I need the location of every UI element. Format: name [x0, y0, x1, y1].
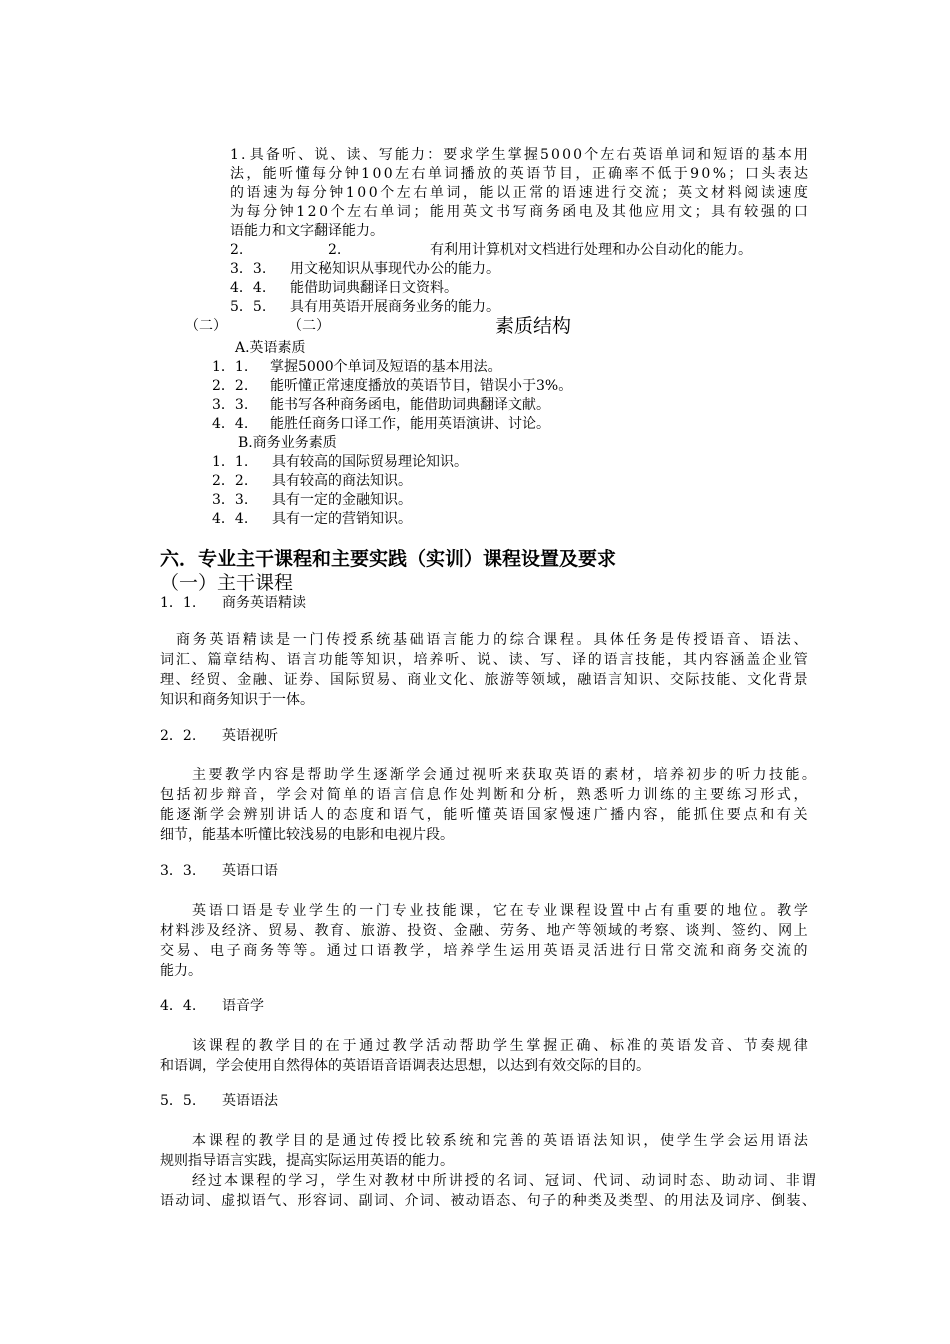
quality-group-b-item-4-number: 4．4. — [212, 511, 249, 527]
course-3-paragraph-line-3: 交 易 、 电 子 商 务 等 等 。 通 过 口 语 教 学 ， 培 养 学 生 运 用 英 语 灵 活 进 行 日 常 交 流 和 商 务 交 流 的 — [160, 943, 808, 959]
course-4-name: 语音学 — [222, 998, 264, 1014]
quality-group-b-item-2-number: 2．2. — [212, 473, 249, 489]
ability-item-3-number: 3．3. — [230, 261, 267, 277]
course-4-paragraph-line-2: 和语调，学会使用自然得体的英语语音语调表达思想，以达到有效交际的目的。 — [160, 1058, 650, 1074]
course-5-paragraph-line-1: 本 课 程 的 教 学 目 的 是 通 过 传 授 比 较 系 统 和 完 善 的 英 语 语 法 知 识 ， 使 学 生 学 会 运 用 语 法 — [192, 1133, 808, 1149]
course-2-paragraph-line-4: 细节，能基本听懂比较浅易的电影和电视片段。 — [160, 827, 454, 843]
quality-group-a-item-4-text: 能胜任商务口译工作，能用英语演讲、讨论。 — [270, 416, 550, 432]
quality-group-b-item-1-text: 具有较高的国际贸易理论知识。 — [272, 454, 468, 470]
quality-group-b-label: B.商务业务素质 — [238, 435, 337, 451]
quality-group-b-item-4-text: 具有一定的营销知识。 — [272, 511, 412, 527]
ability-item-5-number: 5．5. — [230, 299, 267, 315]
course-1-number: 1．1. — [160, 595, 197, 611]
quality-group-a-item-1-text: 掌握5000个单词及短语的基本用法。 — [270, 359, 502, 375]
ability-item-1-line-5: 语能力和文字翻译能力。 — [230, 223, 384, 239]
course-3-paragraph-line-4: 能力。 — [160, 963, 202, 979]
course-1-paragraph-line-1: 商 务 英 语 精 读 是 一 门 传 授 系 统 基 础 语 言 能 力 的 综 合 课 程 。 具 体 任 务 是 传 授 语 音 、 语 法 、 — [176, 632, 808, 648]
course-1-paragraph-line-3: 理 、 经 贸 、 金 融 、 证 券 、 国 际 贸 易 、 商 业 文 化 、 旅 游 等 领 域 ， 融 语 言 知 识 、 交 际 技 能 、 文 化 背 景 — [160, 672, 808, 688]
quality-heading-number-b: （二） — [288, 318, 330, 334]
quality-group-b-item-3-number: 3．3. — [212, 492, 249, 508]
course-5-paragraph-line-3: 经 过 本 课 程 的 学 习 ， 学 生 对 教 材 中 所 讲 授 的 名 词 、 冠 词 、 代 词 、 动 词 时 态 、 助 动 词 、 非 谓 — [192, 1173, 816, 1189]
course-4-paragraph-line-1: 该 课 程 的 教 学 目 的 在 于 通 过 教 学 活 动 帮 助 学 生 掌 握 正 确 、 标 准 的 英 语 发 音 、 节 奏 规 律 — [192, 1038, 808, 1054]
course-3-name: 英语口语 — [222, 863, 278, 879]
quality-group-a-item-3-text: 能书写各种商务函电，能借助词典翻译文献。 — [270, 397, 550, 413]
ability-item-4-text: 能借助词典翻译日文资料。 — [290, 280, 458, 296]
course-2-paragraph-line-3: 能 逐 渐 学 会 辨 别 讲 话 人 的 态 度 和 语 气 ， 能 听 懂 英 语 国 家 慢 速 广 播 内 容 ， 能 抓 住 要 点 和 有 关 — [160, 807, 808, 823]
ability-item-2-number-a: 2. — [230, 242, 244, 258]
quality-heading-title: 素质结构 — [495, 315, 572, 337]
course-1-paragraph-line-4: 知识和商务知识于一体。 — [160, 692, 314, 708]
course-2-name: 英语视听 — [222, 728, 278, 744]
section-6-title: 六．专业主干课程和主要实践（实训）课程设置及要求 — [160, 548, 617, 570]
ability-item-1-line-3: 的 语 速 为 每 分 钟 1 0 0 个 左 右 单 词 ， 能 以 正 常 的 语 速 进 行 交 流 ； 英 文 材 料 阅 读 速 度 — [230, 185, 808, 201]
quality-group-b-item-1-number: 1．1. — [212, 454, 249, 470]
ability-item-1-line-4: 为 每 分 钟 1 2 0 个 左 右 单 词 ； 能 用 英 文 书 写 商 务 函 电 及 其 他 应 用 文 ； 具 有 较 强 的 口 — [230, 204, 808, 220]
course-5-name: 英语语法 — [222, 1093, 278, 1109]
course-2-number: 2．2. — [160, 728, 197, 744]
ability-item-1-line-2: 法 ， 能 听 懂 每 分 钟 1 0 0 左 右 单 词 播 放 的 英 语 节 目 ， 正 确 率 不 低 于 9 0 % ； 口 头 表 达 — [230, 166, 808, 182]
quality-group-a-item-4-number: 4．4. — [212, 416, 249, 432]
ability-item-3-text: 用文秘知识从事现代办公的能力。 — [290, 261, 500, 277]
ability-item-2-text: 有利用计算机对文档进行处理和办公自动化的能力。 — [430, 242, 752, 258]
course-3-paragraph-line-1: 英 语 口 语 是 专 业 学 生 的 一 门 专 业 技 能 课 ， 它 在 专 业 课 程 设 置 中 占 有 重 要 的 地 位 。 教 学 — [192, 903, 808, 919]
quality-group-b-item-3-text: 具有一定的金融知识。 — [272, 492, 412, 508]
quality-heading-number-a: （二） — [185, 318, 227, 334]
ability-item-5-text: 具有用英语开展商务业务的能力。 — [290, 299, 500, 315]
quality-group-b-item-2-text: 具有较高的商法知识。 — [272, 473, 412, 489]
quality-group-a-item-2-text: 能听懂正常速度播放的英语节目，错误小于3%。 — [270, 378, 573, 394]
course-5-number: 5．5. — [160, 1093, 197, 1109]
ability-item-2-number-b: 2. — [328, 242, 342, 258]
course-4-number: 4．4. — [160, 998, 197, 1014]
quality-group-a-label: A.英语素质 — [235, 340, 306, 356]
ability-item-1-line-1: 1 . 具 备 听 、 说 、 读 、 写 能 力 ： 要 求 学 生 掌 握 5 0 0 0 个 左 右 英 语 单 词 和 短 语 的 基 本 用 — [230, 147, 808, 163]
course-5-paragraph-line-2: 规则指导语言实践，提高实际运用英语的能力。 — [160, 1153, 454, 1169]
course-1-paragraph-line-2: 词 汇 、 篇 章 结 构 、 语 言 功 能 等 知 识 ， 培 养 听 、 说 、 读 、 写 、 译 的 语 言 技 能 ， 其 内 容 涵 盖 企 业 管 — [160, 652, 808, 668]
course-2-paragraph-line-2: 包 括 初 步 辩 音 ， 学 会 对 简 单 的 语 言 信 息 作 处 判 断 和 分 析 ， 熟 悉 听 力 训 练 的 主 要 练 习 形 式 ， — [160, 787, 808, 803]
quality-group-a-item-2-number: 2．2. — [212, 378, 249, 394]
course-2-paragraph-line-1: 主 要 教 学 内 容 是 帮 助 学 生 逐 渐 学 会 通 过 视 听 来 获 取 英 语 的 素 材 ， 培 养 初 步 的 听 力 技 能 。 — [192, 767, 816, 783]
ability-item-4-number: 4．4. — [230, 280, 267, 296]
section-6-subheading: （一）主干课程 — [160, 572, 294, 594]
course-3-paragraph-line-2: 材 料 涉 及 经 济 、 贸 易 、 教 育 、 旅 游 、 投 资 、 金 融 、 劳 务 、 地 产 等 领 域 的 考 察 、 谈 判 、 签 约 、 网 上 — [160, 923, 808, 939]
course-3-number: 3．3. — [160, 863, 197, 879]
course-1-name: 商务英语精读 — [222, 595, 306, 611]
quality-group-a-item-1-number: 1．1. — [212, 359, 249, 375]
quality-group-a-item-3-number: 3．3. — [212, 397, 249, 413]
course-5-paragraph-line-4: 语 动 词 、 虚 拟 语 气 、 形 容 词 、 副 词 、 介 词 、 被 动 语 态 、 句 子 的 种 类 及 类 型 、 的 用 法 及 词 序 、 倒 装 、 — [160, 1193, 816, 1209]
